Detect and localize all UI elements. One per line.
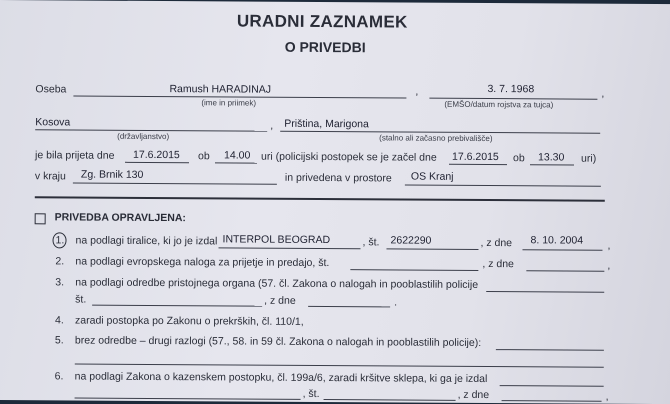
item-1-no-line xyxy=(386,248,478,250)
caught-date: 17.6.2015 xyxy=(133,148,180,162)
residence-hint: (stalno ali začasno prebivališče) xyxy=(379,133,493,144)
place-label: v kraju xyxy=(34,170,66,183)
item-3-date-label: , z dne xyxy=(264,294,296,307)
comma: , xyxy=(607,239,611,252)
comma: , xyxy=(270,119,274,132)
item-6-issuer-line xyxy=(500,385,604,387)
comma: , xyxy=(601,87,605,100)
item-2-number: 2. xyxy=(55,255,65,268)
item-5-number: 5. xyxy=(54,334,64,347)
brought-line xyxy=(405,185,601,187)
item-2-date-label: , z dne xyxy=(482,257,514,271)
comma: , xyxy=(607,259,611,272)
person-dob: 3. 7. 1968 xyxy=(487,83,535,96)
item-1-issuer-line xyxy=(218,247,360,249)
comma: , xyxy=(605,390,609,403)
period: . xyxy=(394,296,398,309)
person-residence: Priština, Marigona xyxy=(284,117,369,131)
person-citizenship: Kosova xyxy=(35,116,71,129)
item-3-text: na podlagi odredbe pristojnega organa (57. čl. Zakona o nalogah in pooblastilih policije xyxy=(75,276,479,291)
caught-date-line xyxy=(125,162,189,163)
place-line xyxy=(73,182,277,184)
item-1-date: 8. 10. 2004 xyxy=(530,234,584,247)
item-2-date-line xyxy=(526,270,604,271)
item-4-number: 4. xyxy=(55,314,64,327)
procedure-time: 13.30 xyxy=(538,151,565,164)
item-3-no-line xyxy=(92,305,262,307)
item-3-extra-line xyxy=(486,291,604,293)
item-3-number: 3. xyxy=(55,276,65,289)
section-divider xyxy=(35,196,605,201)
brought-value: OS Kranj xyxy=(410,170,454,183)
item-1-text: na podlagi tiralice, ki jo je izdal xyxy=(75,234,218,248)
document-subtitle: O PRIVEDBI xyxy=(284,38,366,56)
item-6-date-label: , z dne xyxy=(457,388,490,402)
caught-time-line xyxy=(215,162,257,163)
person-name: Ramush HARADINAJ xyxy=(169,83,272,96)
document-title: URADNI ZAZNAMEK xyxy=(236,11,408,32)
procedure-date: 17.6.2015 xyxy=(452,150,499,164)
caught-time: 14.00 xyxy=(224,149,251,162)
comma: , xyxy=(415,85,419,98)
item-1-no-label: , št. xyxy=(362,236,380,249)
procedure-end: uri) xyxy=(581,152,597,165)
item-5-text: brez odredbe – drugi razlogi (57., 58. in 59 čl. Zakona o nalogah in pooblastilih policije): xyxy=(74,334,482,349)
justified-heading: PRIVEDBA OPRAVLJENA: xyxy=(54,211,186,225)
item-1-no: 2622290 xyxy=(390,234,432,247)
item-1-date-line xyxy=(522,249,602,250)
person-name-hint: (ime in priimek) xyxy=(201,98,257,108)
at-label-2: ob xyxy=(513,152,525,165)
person-dob-hint: (EMŠO/datum rojstva za tujca) xyxy=(444,99,554,110)
justified-checkbox[interactable] xyxy=(35,213,46,224)
citizenship-hint: (državljanstvo) xyxy=(117,131,170,142)
item-1-date-label: , z dne xyxy=(480,236,513,250)
item-6-no-label: , št. xyxy=(302,387,320,400)
procedure-time-line xyxy=(530,164,574,165)
item-2-text: na podlagi evropskega naloga za prijetje in predajo, št. xyxy=(75,255,330,270)
item-5-line-2 xyxy=(75,364,604,368)
item-3-no-label: št. xyxy=(75,293,87,306)
person-label: Oseba xyxy=(35,83,67,96)
at-label: ob xyxy=(198,150,210,163)
item-5-line-1 xyxy=(496,349,604,351)
item-4-text: zaradi postopka po Zakonu o prekrških, čl. 110/1, xyxy=(75,314,304,328)
procedure-text: uri (policijski postopek se je začel dne xyxy=(261,150,437,164)
item-1-number: 1. xyxy=(55,234,65,247)
item-1-issuer: INTERPOL BEOGRAD xyxy=(222,233,331,247)
item-3-date-line xyxy=(308,306,390,308)
caught-label: je bila prijeta dne xyxy=(35,149,115,162)
item-6-number: 6. xyxy=(54,370,64,383)
item-6-text: na podlagi Zakona o kazenskem postopku, čl. 199a/6, zaradi kršitve sklepa, ki ga je izdal xyxy=(74,370,488,386)
item-6-date-line xyxy=(502,400,602,402)
brought-label: in privedena v prostore xyxy=(284,171,392,185)
place-value: Zg. Brnik 130 xyxy=(80,168,144,181)
item-2-no-line xyxy=(350,269,478,271)
procedure-date-line xyxy=(449,164,507,165)
